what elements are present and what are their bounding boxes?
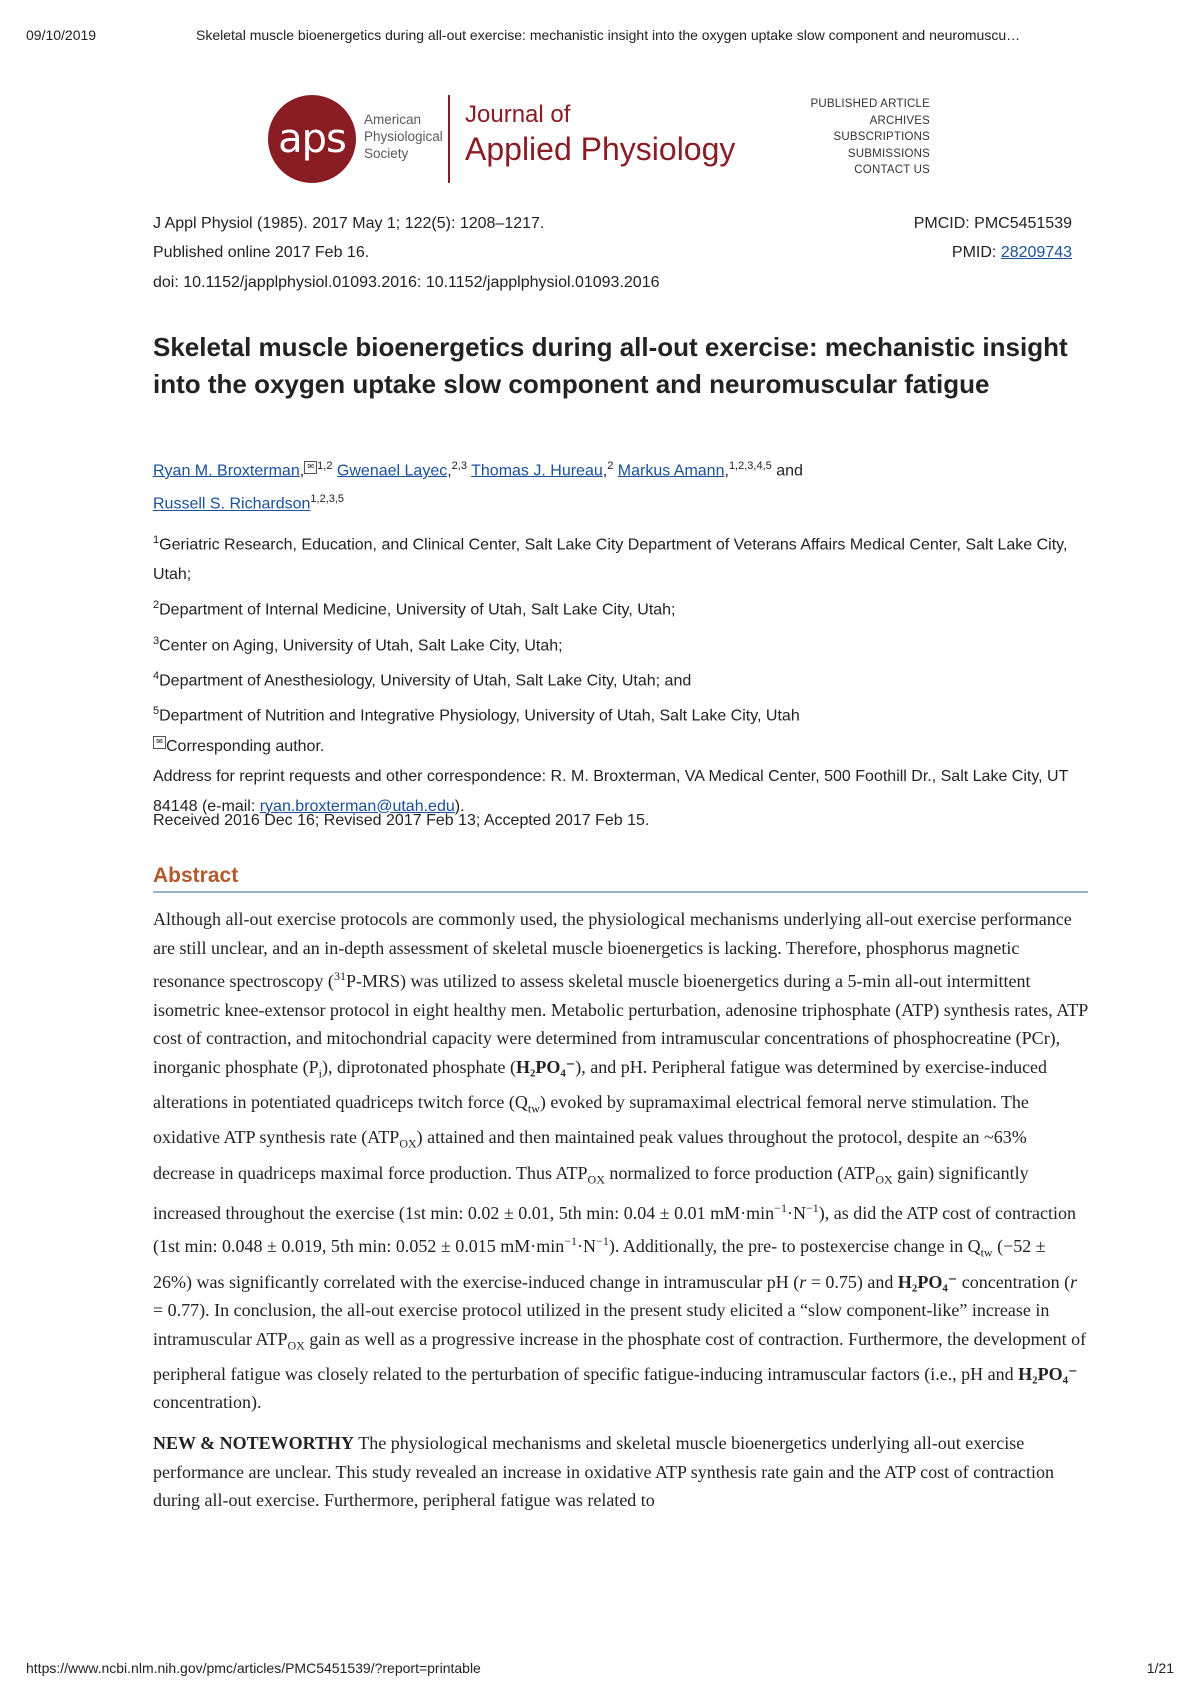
formula: H₂PO₄⁻ (1018, 1363, 1078, 1384)
author-link[interactable]: Ryan M. Broxterman (153, 462, 300, 480)
abstract-text: concentration). (153, 1392, 262, 1413)
corresponding-note (153, 732, 1093, 762)
affiliation-number: 1 (153, 534, 160, 546)
affiliation (153, 590, 1093, 625)
corresponding-text: Corresponding author. (166, 737, 325, 755)
italic-r: r (1070, 1271, 1078, 1292)
abstract-paragraph (153, 905, 1088, 1417)
published-online: Published online 2017 Feb 16. (153, 244, 370, 261)
journal-name-line-1: Journal of (465, 101, 571, 128)
pmcid: PMCID: PMC5451539 (913, 215, 1072, 232)
affiliation-number: 3 (153, 634, 160, 647)
and-word: and (776, 462, 803, 480)
society-name (364, 111, 443, 162)
abstract-text: ). Additionally, the pre- to postexercise change in Q (608, 1236, 981, 1257)
author-list: Ryan M. Broxterman, ✉ $^{1,2}$ Gwenael Layec,$^{2,3}$ Thomas J. Hureau,$^2$ Markus Amann,$^{1,2,3,4,5}$ and Russell S. Richardson$^{1,2,3,5}$ (153, 460, 803, 513)
superscript: −1 (805, 1200, 819, 1215)
affiliations (153, 525, 1093, 822)
subscript: OX (287, 1338, 305, 1353)
affiliation-number: 4 (153, 669, 160, 682)
logo-divider (448, 95, 450, 183)
italic-r: r (799, 1271, 807, 1292)
abstract-text: normalized to force production (ATP (604, 1162, 876, 1183)
abstract-body (153, 905, 1088, 1527)
abstract-text: gain as well as a progressive increase in the phosphate cost of contraction. Furthermore, the development of peripheral fatigue was closely related to the perturbation of specific fatigue-inducing intramuscular factors (i.e., pH and (153, 1328, 1087, 1384)
new-noteworthy-label: NEW & NOTEWORTHY (153, 1433, 355, 1454)
author-sup: 1,2 (317, 460, 333, 472)
abstract-text: ) attained and then maintained peak values throughout the protocol, despite an ~63% decrease in quadriceps maximal force production. Thus ATP (153, 1127, 1027, 1183)
society-line-3: Society (364, 146, 409, 161)
citation-line: J Appl Physiol (1985). 2017 May 1; 122(5): 1208–1217. (153, 215, 545, 232)
superscript: 31 (333, 969, 346, 984)
nav-subscriptions[interactable]: SUBSCRIPTIONS (833, 131, 930, 143)
abstract-text: P-MRS) was utilized to assess skeletal muscle bioenergetics during a 5-min all-out intermittent isometric knee-extensor protocol in eight healthy men. Metabolic perturbation, adenosine triphosphate (ATP) synthesis rates, ATP cost of contraction, and mitochondrial capacity were determined from intramuscular concentrations of phosphocreatine (PCr), inorganic phosphate (P (153, 971, 1088, 1077)
affiliation-text: Department of Internal Medicine, University of Utah, Salt Lake City, Utah; (159, 601, 676, 619)
subscript: tw (527, 1101, 540, 1116)
top-nav (780, 96, 930, 179)
formula: H₂PO₄⁻ (515, 1056, 576, 1077)
society-line-2: Physiological (364, 129, 443, 144)
author-link[interactable]: Russell S. Richardson (153, 495, 311, 513)
author-sup: 2 (607, 460, 614, 472)
author-link[interactable]: Markus Amann (617, 462, 725, 480)
page-url: https://www.ncbi.nlm.nih.gov/pmc/articles/PMC5451539/?report=printable (26, 1660, 481, 1676)
abstract-text: (−52 ± 26%) was significantly correlated with the exercise-induced change in intramuscular pH ( (153, 1236, 1046, 1292)
affiliation (153, 661, 1093, 696)
abstract-text: ), and pH. Peripheral fatigue was determined by exercise-induced alterations in potentiated quadriceps twitch force (Q (153, 1056, 1048, 1113)
pmid-line (952, 244, 1072, 262)
pmid-label: PMID: (951, 244, 1001, 261)
nav-published-article[interactable]: PUBLISHED ARTICLE (810, 98, 930, 110)
page-number: 1/21 (1146, 1660, 1174, 1676)
aps-logo-mark: aps (268, 95, 356, 183)
affiliation-text: Department of Anesthesiology, University of Utah, Salt Lake City, Utah; and (159, 672, 692, 690)
author-link[interactable]: Gwenael Layec (336, 462, 448, 480)
abstract-text: = 0.77). In conclusion, the all-out exercise protocol utilized in the present study elicited a “slow component-like” increase in intramuscular ATP (153, 1300, 1050, 1349)
nav-contact-us[interactable]: CONTACT US (854, 164, 930, 176)
abstract-text: concentration ( (957, 1271, 1071, 1292)
print-title: Skeletal muscle bioenergetics during all-out exercise: mechanistic insight into the oxygen uptake slow component and neuromuscu… (196, 27, 1021, 43)
address-text: Address for reprint requests and other correspondence: R. M. Broxterman, VA Medical Center, 500 Foothill Dr., Salt Lake City, UT 84148 (e-mail: (153, 767, 1069, 815)
author-sup: 1,2,3,5 (310, 493, 345, 506)
journal-name-line-2: Applied Physiology (465, 131, 736, 167)
abstract-text: ), as did the ATP cost of contraction (1st min: 0.048 ± 0.019, 5th min: 0.052 ± 0.015 mM·min (153, 1202, 1077, 1257)
email-icon[interactable]: ✉ (304, 461, 317, 474)
formula: H₂PO₄⁻ (897, 1271, 958, 1292)
author-link[interactable]: Thomas J. Hureau (471, 462, 603, 480)
journal-logo[interactable] (268, 95, 738, 185)
affiliation-text: Center on Aging, University of Utah, Salt Lake City, Utah; (159, 636, 563, 654)
affiliation-number: 2 (153, 599, 160, 612)
abstract-text: Although all-out exercise protocols are commonly used, the physiological mechanisms underlying all-out exercise performance are still unclear, and an in-depth assessment of skeletal muscle bioenergetics is lacking. Therefore, phosphorus magnetic resonance spectroscopy ( (153, 909, 1072, 992)
abstract-text: ·N (577, 1236, 597, 1257)
abstract-text: ) evoked by supramaximal electrical femoral nerve stimulation. The oxidative ATP synthesis rate (ATP (153, 1092, 1029, 1148)
affiliation-number: 5 (153, 705, 160, 718)
affiliation-text: Geriatric Research, Education, and Clinical Center, Salt Lake City Department of Veterans Affairs Medical Center, Salt Lake City, Utah; (153, 536, 1068, 584)
affiliation-text: Department of Nutrition and Integrative Physiology, University of Utah, Salt Lake City, Utah (159, 707, 800, 725)
article-title: Skeletal muscle bioenergetics during all-out exercise: mechanistic insight into the oxygen uptake slow component and neuromuscular fatigue (153, 332, 1068, 399)
subscript: OX (399, 1136, 417, 1151)
superscript: −1 (774, 1200, 787, 1215)
article-history: Received 2016 Dec 16; Revised 2017 Feb 13; Accepted 2017 Feb 15. (153, 812, 650, 829)
author-sup: 1,2,3,4,5 (728, 460, 772, 472)
society-line-1: American (364, 112, 422, 127)
abstract-text: ), diprotonated phosphate ( (321, 1056, 516, 1077)
print-header (26, 27, 1174, 47)
subscript: i (318, 1066, 322, 1081)
abstract-text: ·N (786, 1202, 806, 1223)
author-sup: 2,3 (451, 460, 467, 472)
abstract-text: = 0.75) and (806, 1271, 898, 1292)
new-noteworthy (153, 1429, 1088, 1515)
new-noteworthy-text: The physiological mechanisms and skeletal muscle bioenergetics underlying all-out exercise performance are unclear. This study revealed an increase in oxidative ATP synthesis rate gain and the ATP cost of contraction during all-out exercise. Furthermore, peripheral fatigue was related to (153, 1433, 1055, 1511)
email-icon: ✉ (153, 736, 166, 749)
nav-submissions[interactable]: SUBMISSIONS (847, 147, 930, 160)
affiliation (153, 696, 1093, 731)
email-link[interactable]: ryan.broxterman@utah.edu (259, 797, 455, 815)
nav-archives[interactable]: ARCHIVES (869, 114, 930, 127)
abstract-heading: Abstract (153, 864, 1088, 893)
affiliation (153, 626, 1093, 661)
pmid-link[interactable]: 28209743 (1000, 244, 1072, 261)
subscript: OX (587, 1172, 605, 1187)
subscript: OX (875, 1172, 893, 1187)
subscript: tw (980, 1245, 993, 1260)
superscript: −1 (596, 1234, 609, 1249)
abstract-text: gain) significantly increased throughout the exercise (1st min: 0.02 ± 0.01, 5th min: 0.04 ± 0.01 mM·min (153, 1162, 1029, 1223)
address-suffix: ). (454, 797, 465, 815)
affiliation (153, 525, 1093, 590)
superscript: −1 (564, 1234, 578, 1249)
print-date: 09/10/2019 (26, 27, 97, 43)
doi-line: doi: 10.1152/japplphysiol.01093.2016: 10.1152/japplphysiol.01093.2016 (153, 274, 660, 291)
